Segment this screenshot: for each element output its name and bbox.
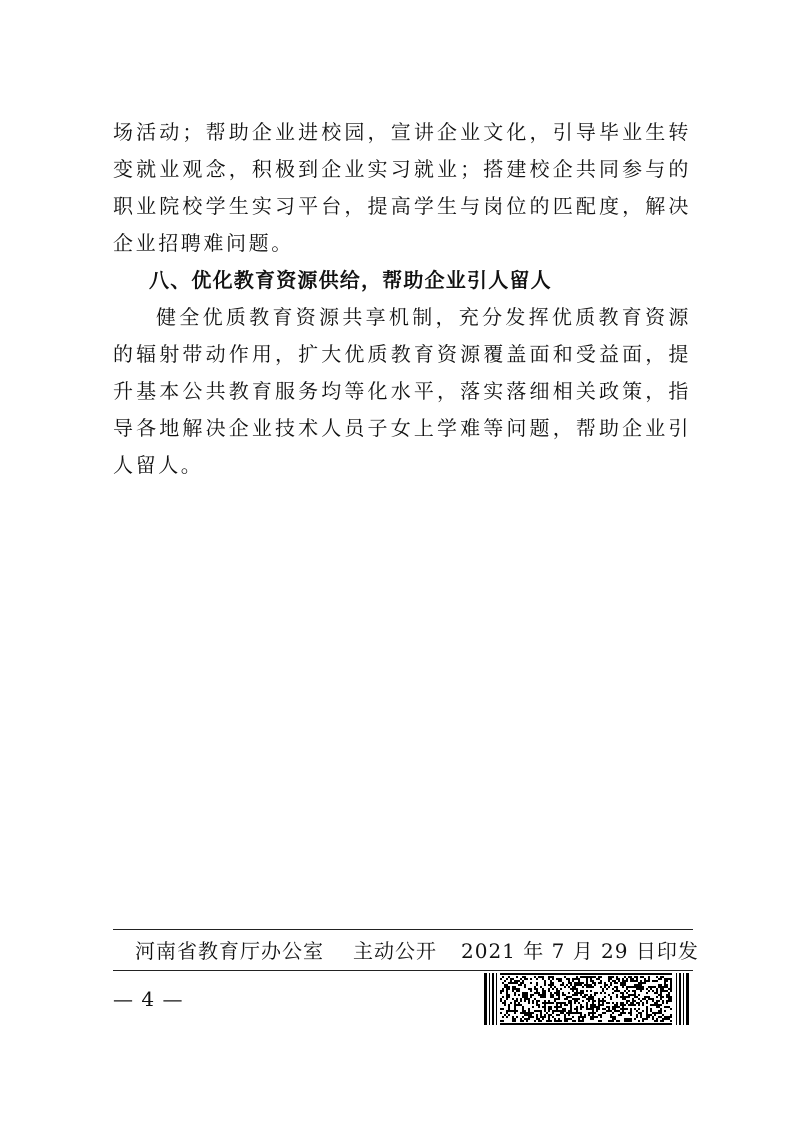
page-number: — 4 — xyxy=(113,987,184,1011)
document-body xyxy=(113,114,691,484)
footer-date: 2021 年 7 月 29 日印发 xyxy=(461,939,699,963)
footer-top-rule xyxy=(113,929,693,930)
section-paragraph: 健全优质教育资源共享机制，充分发挥优质教育资源的辐射带动作用，扩大优质教育资源覆盖面和受益面，提升基本公共教育服务均等化水平，落实落细相关政策，指导各地解决企业技术人员子女上学难等问题，帮助企业引人留人。 xyxy=(113,305,691,477)
footer-info xyxy=(113,934,699,968)
footer-disclosure: 主动公开 xyxy=(353,939,437,963)
paragraph-continued: 场活动；帮助企业进校园，宣讲企业文化，引导毕业生转变就业观念，积极到企业实习就业；搭建校企共同参与的职业院校学生实习平台，提高学生与岗位的匹配度，解决企业招聘难问题。 xyxy=(113,120,691,255)
footer-issuer: 河南省教育厅办公室 xyxy=(135,939,324,963)
footer-bottom-rule xyxy=(113,970,693,971)
document-barcode xyxy=(484,973,689,1025)
section-heading: 八、优化教育资源供给，帮助企业引人留人 xyxy=(149,268,552,292)
